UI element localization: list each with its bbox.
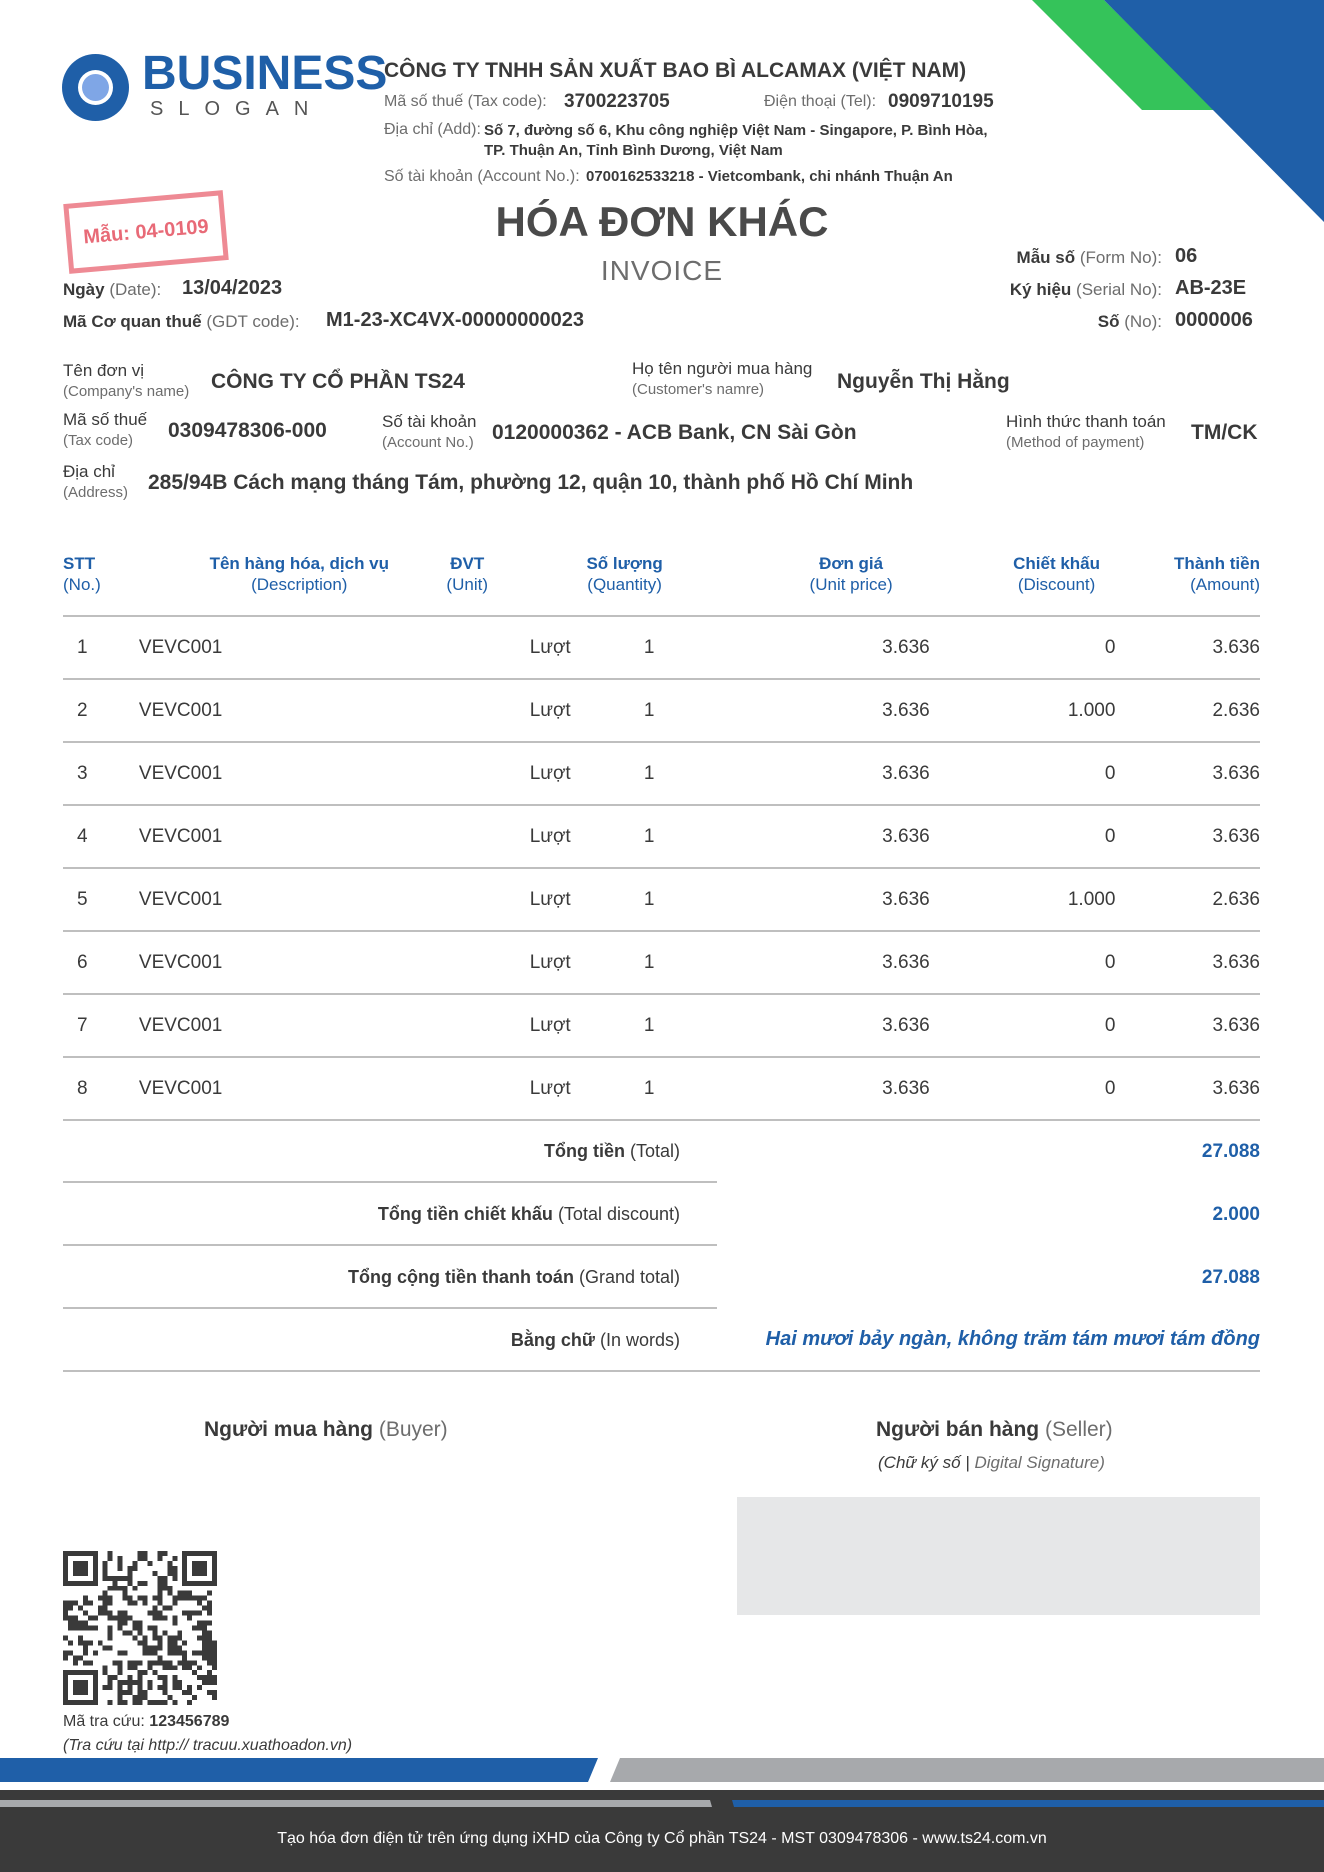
row-quantity: 1 bbox=[571, 994, 719, 1057]
form-no: 06 bbox=[1175, 245, 1198, 267]
row-no: 6 bbox=[63, 931, 115, 994]
row-no: 3 bbox=[63, 742, 115, 805]
buyer-address: 285/94B Cách mạng tháng Tám, phường 12, quận 10, thành phố Hồ Chí Minh bbox=[148, 471, 914, 494]
row-discount: 1.000 bbox=[934, 868, 1120, 931]
grand-total-value: 27.088 bbox=[1201, 1267, 1260, 1288]
row-unit-price: 3.636 bbox=[719, 616, 934, 679]
buyer-company: CÔNG TY CỔ PHẦN TS24 bbox=[211, 370, 465, 393]
col-quantity-header: Số lượng (Quantity) bbox=[571, 540, 719, 616]
seller-tel-label: Điện thoại (Tel): bbox=[764, 93, 877, 110]
divider bbox=[63, 1244, 717, 1246]
seller-address-label: Địa chỉ (Add): bbox=[384, 121, 481, 138]
row-unit: Lượt bbox=[444, 805, 571, 868]
qr-code-icon bbox=[63, 1551, 217, 1705]
row-unit-price: 3.636 bbox=[719, 805, 934, 868]
row-no: 7 bbox=[63, 994, 115, 1057]
row-unit: Lượt bbox=[444, 931, 571, 994]
logo-name: BUSINESS bbox=[142, 47, 388, 100]
row-unit: Lượt bbox=[444, 679, 571, 742]
row-unit: Lượt bbox=[444, 868, 571, 931]
total-value: 27.088 bbox=[1201, 1141, 1260, 1162]
row-description: VEVC001 bbox=[115, 931, 444, 994]
buyer-account: 0120000362 - ACB Bank, CN Sài Gòn bbox=[492, 421, 857, 444]
date-label: Ngày (Date): bbox=[63, 280, 162, 299]
seller-tel: 0909710195 bbox=[888, 91, 994, 112]
invoice-title: HÓA ĐƠN KHÁC bbox=[495, 198, 829, 245]
total-discount-value: 2.000 bbox=[1212, 1204, 1260, 1225]
row-unit-price: 3.636 bbox=[719, 931, 934, 994]
divider bbox=[63, 1307, 717, 1309]
payment-method: TM/CK bbox=[1191, 421, 1258, 444]
row-description: VEVC001 bbox=[115, 616, 444, 679]
col-discount-header: Chiết khấu (Discount) bbox=[934, 540, 1120, 616]
row-quantity: 1 bbox=[571, 931, 719, 994]
logo-mark bbox=[62, 54, 129, 121]
footer-accent bbox=[0, 1800, 1324, 1808]
row-amount: 3.636 bbox=[1119, 742, 1260, 805]
row-no: 1 bbox=[63, 616, 115, 679]
customer-name: Nguyễn Thị Hằng bbox=[837, 370, 1010, 393]
table-row bbox=[63, 616, 1260, 679]
row-unit: Lượt bbox=[444, 616, 571, 679]
row-amount: 3.636 bbox=[1119, 994, 1260, 1057]
customer-label: Họ tên người mua hàng (Customer's namre) bbox=[632, 359, 813, 398]
col-unit-price-header: Đơn giá (Unit price) bbox=[719, 540, 934, 616]
items-table bbox=[63, 540, 1260, 1121]
seller-address: Số 7, đường số 6, Khu công nghiệp Việt Nam - Singapore, P. Bình Hòa, TP. Thuận An, Tỉnh Bình Dương, Việt Nam bbox=[484, 122, 988, 159]
lookup-url: (Tra cứu tại http:// tracuu.xuathoadon.vn) bbox=[63, 1737, 353, 1754]
footer-stripes bbox=[0, 1756, 1324, 1794]
divider bbox=[63, 1370, 1260, 1372]
serial-no: AB-23E bbox=[1175, 277, 1247, 299]
form-no-label: Mẫu số (Form No): bbox=[1016, 248, 1162, 267]
gdt-label: Mã Cơ quan thuế (GDT code): bbox=[63, 312, 300, 331]
seller-account-label: Số tài khoản (Account No.): bbox=[384, 168, 580, 185]
row-description: VEVC001 bbox=[115, 994, 444, 1057]
gdt-code: M1-23-XC4VX-00000000023 bbox=[326, 309, 584, 331]
row-description: VEVC001 bbox=[115, 742, 444, 805]
row-amount: 3.636 bbox=[1119, 931, 1260, 994]
row-discount: 0 bbox=[934, 616, 1120, 679]
row-amount: 3.636 bbox=[1119, 616, 1260, 679]
row-unit: Lượt bbox=[444, 994, 571, 1057]
row-unit-price: 3.636 bbox=[719, 868, 934, 931]
col-description-header: Tên hàng hóa, dịch vụ (Description) bbox=[115, 540, 444, 616]
logo-slogan: SLOGAN bbox=[150, 98, 324, 120]
row-discount: 0 bbox=[934, 931, 1120, 994]
row-discount: 0 bbox=[934, 1057, 1120, 1120]
row-quantity: 1 bbox=[571, 868, 719, 931]
row-quantity: 1 bbox=[571, 742, 719, 805]
serial-no-label: Ký hiệu (Serial No): bbox=[1009, 280, 1162, 299]
table-row bbox=[63, 994, 1260, 1057]
seller-company-name: CÔNG TY TNHH SẢN XUẤT BAO BÌ ALCAMAX (VIỆT NAM) bbox=[384, 59, 967, 82]
row-unit-price: 3.636 bbox=[719, 679, 934, 742]
footer-text: Tạo hóa đơn điện tử trên ứng dụng iXHD của Công ty Cổ phần TS24 - MST 0309478306 - www.ts24.com.vn bbox=[277, 1830, 1047, 1847]
row-no: 8 bbox=[63, 1057, 115, 1120]
total-label: Tổng tiền (Total) bbox=[543, 1141, 680, 1161]
table-row bbox=[63, 742, 1260, 805]
divider bbox=[63, 1181, 717, 1183]
row-unit-price: 3.636 bbox=[719, 1057, 934, 1120]
row-no: 2 bbox=[63, 679, 115, 742]
row-amount: 2.636 bbox=[1119, 868, 1260, 931]
buyer-company-label: Tên đơn vị (Company's name) bbox=[63, 361, 190, 400]
row-amount: 3.636 bbox=[1119, 1057, 1260, 1120]
row-discount: 0 bbox=[934, 742, 1120, 805]
buyer-tax-code: 0309478306-000 bbox=[168, 419, 327, 442]
row-no: 5 bbox=[63, 868, 115, 931]
digital-signature-note: (Chữ ký số | Digital Signature) bbox=[878, 1453, 1105, 1472]
table-row bbox=[63, 931, 1260, 994]
signature-box bbox=[737, 1497, 1260, 1615]
table-header-row bbox=[63, 540, 1260, 616]
invoice-no-label: Số (No): bbox=[1097, 312, 1162, 331]
row-unit: Lượt bbox=[444, 1057, 571, 1120]
row-description: VEVC001 bbox=[115, 1057, 444, 1120]
table-row bbox=[63, 868, 1260, 931]
row-amount: 2.636 bbox=[1119, 679, 1260, 742]
lookup-code-row: Mã tra cứu: 123456789 bbox=[63, 1713, 230, 1730]
invoice-no: 0000006 bbox=[1175, 309, 1253, 331]
row-no: 4 bbox=[63, 805, 115, 868]
col-amount-header: Thành tiền (Amount) bbox=[1119, 540, 1260, 616]
in-words-label: Bằng chữ (In words) bbox=[510, 1330, 680, 1350]
buyer-address-label: Địa chỉ (Address) bbox=[63, 462, 129, 501]
row-discount: 0 bbox=[934, 994, 1120, 1057]
row-quantity: 1 bbox=[571, 1057, 719, 1120]
col-unit-header: ĐVT (Unit) bbox=[444, 540, 571, 616]
row-unit-price: 3.636 bbox=[719, 994, 934, 1057]
in-words-value: Hai mươi bảy ngàn, không trăm tám mươi tám đồng bbox=[765, 1328, 1260, 1350]
row-quantity: 1 bbox=[571, 679, 719, 742]
row-discount: 0 bbox=[934, 805, 1120, 868]
invoice-subtitle: INVOICE bbox=[600, 255, 724, 286]
seller-signature-label: Người bán hàng (Seller) bbox=[876, 1418, 1113, 1441]
table-row bbox=[63, 679, 1260, 742]
col-no-header: STT (No.) bbox=[63, 540, 115, 616]
row-quantity: 1 bbox=[571, 616, 719, 679]
table-row bbox=[63, 805, 1260, 868]
row-amount: 3.636 bbox=[1119, 805, 1260, 868]
row-description: VEVC001 bbox=[115, 805, 444, 868]
row-discount: 1.000 bbox=[934, 679, 1120, 742]
seller-account: 0700162533218 - Vietcombank, chi nhánh Thuận An bbox=[586, 168, 953, 185]
row-description: VEVC001 bbox=[115, 868, 444, 931]
seller-tax-row: Mã số thuế (Tax code): bbox=[384, 93, 547, 110]
buyer-account-label: Số tài khoản (Account No.) bbox=[382, 412, 477, 451]
row-description: VEVC001 bbox=[115, 679, 444, 742]
row-unit: Lượt bbox=[444, 742, 571, 805]
seller-tax-code: 3700223705 bbox=[564, 91, 670, 112]
form-stamp: Mẫu: 04-0109 bbox=[63, 190, 228, 274]
buyer-signature-label: Người mua hàng (Buyer) bbox=[204, 1418, 448, 1441]
payment-label: Hình thức thanh toán (Method of payment) bbox=[1006, 412, 1166, 451]
grand-total-label: Tổng cộng tiền thanh toán (Grand total) bbox=[347, 1267, 680, 1287]
row-quantity: 1 bbox=[571, 805, 719, 868]
invoice-date: 13/04/2023 bbox=[182, 277, 283, 299]
table-row bbox=[63, 1057, 1260, 1120]
total-discount-label: Tổng tiền chiết khấu (Total discount) bbox=[377, 1204, 680, 1224]
buyer-tax-label: Mã số thuế (Tax code) bbox=[63, 410, 148, 449]
row-unit-price: 3.636 bbox=[719, 742, 934, 805]
